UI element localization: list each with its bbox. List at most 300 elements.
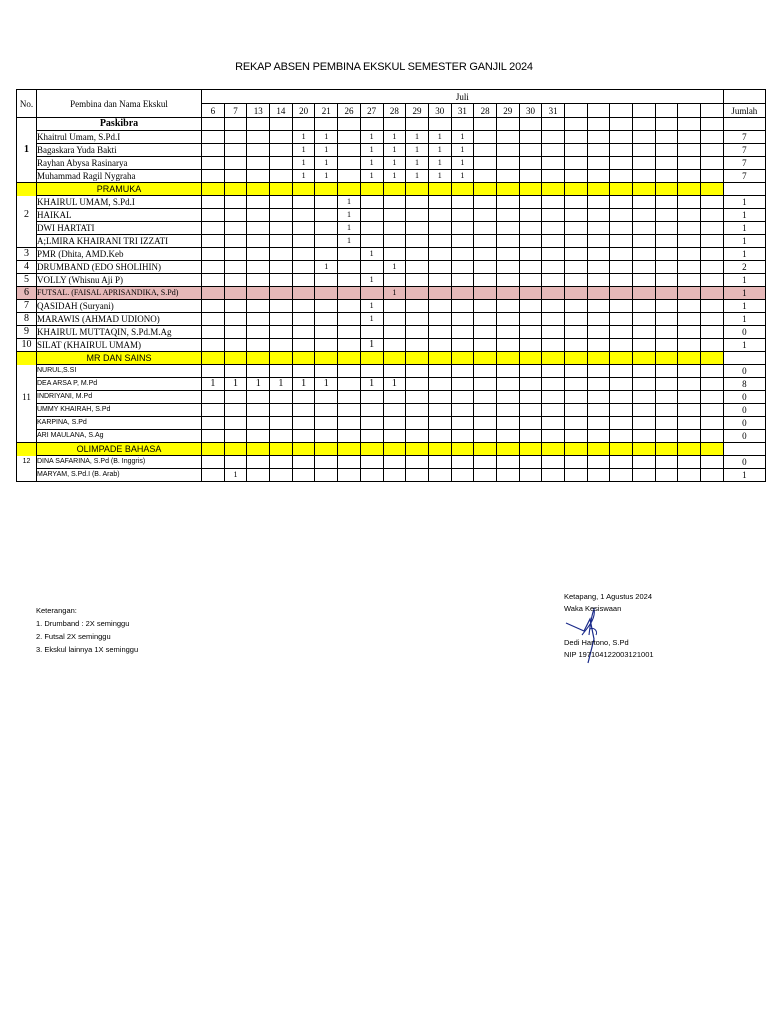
header-day xyxy=(678,104,701,118)
day-cell xyxy=(519,261,542,274)
day-cell xyxy=(678,196,701,209)
header-day: 31 xyxy=(451,104,474,118)
day-cell xyxy=(338,313,361,326)
pembina-row xyxy=(17,326,766,339)
day-cell xyxy=(655,209,678,222)
day-cell xyxy=(360,235,383,248)
signer-nip: NIP 197104122003121001 xyxy=(564,650,654,659)
day-cell xyxy=(587,209,610,222)
pembina-row xyxy=(17,261,766,274)
day-cell xyxy=(474,339,497,352)
day-cell xyxy=(202,456,225,469)
day-cell xyxy=(474,157,497,170)
day-cell xyxy=(360,326,383,339)
row-total: 1 xyxy=(723,339,765,352)
pembina-name: KARPINA, S.Pd xyxy=(37,417,202,430)
row-number: 6 xyxy=(17,287,37,300)
attendance-mark: 1 xyxy=(315,131,338,144)
day-cell xyxy=(565,443,588,456)
day-cell xyxy=(587,170,610,183)
pembina-row xyxy=(17,339,766,352)
day-cell xyxy=(496,300,519,313)
day-cell xyxy=(338,391,361,404)
day-cell xyxy=(496,196,519,209)
day-cell xyxy=(383,248,406,261)
day-cell xyxy=(406,326,429,339)
attendance-mark: 1 xyxy=(315,157,338,170)
pembina-row xyxy=(17,144,766,157)
day-cell xyxy=(496,352,519,365)
day-cell xyxy=(428,391,451,404)
day-cell xyxy=(610,157,633,170)
day-cell xyxy=(655,352,678,365)
attendance-mark: 1 xyxy=(383,287,406,300)
day-cell xyxy=(542,235,565,248)
day-cell xyxy=(451,469,474,482)
day-cell xyxy=(338,274,361,287)
day-cell xyxy=(542,391,565,404)
day-cell xyxy=(610,183,633,196)
day-cell xyxy=(519,456,542,469)
day-cell xyxy=(542,131,565,144)
day-cell xyxy=(519,274,542,287)
day-cell xyxy=(338,404,361,417)
section-no-cell xyxy=(17,443,37,456)
day-cell xyxy=(315,274,338,287)
day-cell xyxy=(338,170,361,183)
day-cell xyxy=(633,196,656,209)
day-cell xyxy=(451,209,474,222)
row-total: 1 xyxy=(723,235,765,248)
day-cell xyxy=(451,274,474,287)
day-cell xyxy=(701,378,724,391)
total-cell xyxy=(723,352,765,365)
day-cell xyxy=(633,274,656,287)
day-cell xyxy=(655,222,678,235)
note-item: 2. Futsal 2X seminggu xyxy=(36,632,111,641)
signature-block xyxy=(564,591,654,661)
day-cell xyxy=(587,222,610,235)
day-cell xyxy=(270,391,293,404)
header-month: Juli xyxy=(202,90,724,104)
day-cell xyxy=(565,456,588,469)
day-cell xyxy=(247,313,270,326)
day-cell xyxy=(519,118,542,131)
day-cell xyxy=(292,183,315,196)
day-cell xyxy=(315,196,338,209)
day-cell xyxy=(406,456,429,469)
day-cell xyxy=(542,313,565,326)
attendance-mark: 1 xyxy=(315,170,338,183)
attendance-mark: 1 xyxy=(428,131,451,144)
day-cell xyxy=(474,300,497,313)
pembina-name: Muhammad Ragil Nygraha xyxy=(37,170,202,183)
pembina-name: QASIDAH (Suryani) xyxy=(37,300,202,313)
total-cell xyxy=(723,118,765,131)
attendance-mark: 1 xyxy=(360,248,383,261)
day-cell xyxy=(542,352,565,365)
header-day: 30 xyxy=(519,104,542,118)
row-total: 7 xyxy=(723,157,765,170)
day-cell xyxy=(270,274,293,287)
attendance-table xyxy=(16,89,766,482)
day-cell xyxy=(270,430,293,443)
day-cell xyxy=(701,131,724,144)
day-cell xyxy=(315,118,338,131)
day-cell xyxy=(270,157,293,170)
day-cell xyxy=(451,261,474,274)
day-cell xyxy=(519,339,542,352)
day-cell xyxy=(519,170,542,183)
day-cell xyxy=(633,365,656,378)
day-cell xyxy=(519,300,542,313)
day-cell xyxy=(406,235,429,248)
day-cell xyxy=(565,287,588,300)
day-cell xyxy=(406,183,429,196)
day-cell xyxy=(678,313,701,326)
day-cell xyxy=(360,287,383,300)
day-cell xyxy=(701,456,724,469)
day-cell xyxy=(496,430,519,443)
row-total: 1 xyxy=(723,300,765,313)
day-cell xyxy=(360,222,383,235)
day-cell xyxy=(587,196,610,209)
day-cell xyxy=(610,274,633,287)
day-cell xyxy=(247,196,270,209)
pembina-name: DWI HARTATI xyxy=(37,222,202,235)
day-cell xyxy=(451,378,474,391)
day-cell xyxy=(451,196,474,209)
header-day: 21 xyxy=(315,104,338,118)
day-cell xyxy=(224,170,247,183)
day-cell xyxy=(496,404,519,417)
day-cell xyxy=(428,222,451,235)
day-cell xyxy=(383,274,406,287)
day-cell xyxy=(565,144,588,157)
day-cell xyxy=(542,157,565,170)
row-number xyxy=(17,157,37,170)
pembina-name: KHAIRUL MUTTAQIN, S.Pd.M.Ag xyxy=(37,326,202,339)
section-label: PRAMUKA xyxy=(37,183,202,196)
day-cell xyxy=(610,352,633,365)
day-cell xyxy=(428,365,451,378)
day-cell xyxy=(292,365,315,378)
day-cell xyxy=(542,365,565,378)
day-cell xyxy=(338,157,361,170)
row-total: 1 xyxy=(723,196,765,209)
attendance-mark: 1 xyxy=(383,378,406,391)
section-label: Paskibra xyxy=(37,118,202,131)
day-cell xyxy=(338,339,361,352)
day-cell xyxy=(519,378,542,391)
pembina-name: NURUL,S.SI xyxy=(37,365,202,378)
day-cell xyxy=(360,352,383,365)
pembina-name: PMR (Dhita, AMD.Keb xyxy=(37,248,202,261)
day-cell xyxy=(587,313,610,326)
attendance-mark: 1 xyxy=(292,157,315,170)
day-cell xyxy=(270,313,293,326)
day-cell xyxy=(587,417,610,430)
day-cell xyxy=(451,300,474,313)
day-cell xyxy=(270,222,293,235)
day-cell xyxy=(292,443,315,456)
day-cell xyxy=(587,118,610,131)
day-cell xyxy=(383,300,406,313)
pembina-row xyxy=(17,313,766,326)
day-cell xyxy=(474,417,497,430)
day-cell xyxy=(383,469,406,482)
day-cell xyxy=(360,365,383,378)
day-cell xyxy=(655,287,678,300)
day-cell xyxy=(678,170,701,183)
attendance-mark: 1 xyxy=(360,313,383,326)
day-cell xyxy=(701,352,724,365)
day-cell xyxy=(428,274,451,287)
pembina-row xyxy=(17,131,766,144)
day-cell xyxy=(542,222,565,235)
day-cell xyxy=(655,274,678,287)
day-cell xyxy=(678,430,701,443)
row-number: 2 xyxy=(17,209,37,222)
day-cell xyxy=(678,378,701,391)
row-number xyxy=(17,404,37,417)
day-cell xyxy=(519,313,542,326)
attendance-mark: 1 xyxy=(383,261,406,274)
day-cell xyxy=(542,248,565,261)
day-cell xyxy=(383,313,406,326)
header-day: 30 xyxy=(428,104,451,118)
day-cell xyxy=(338,326,361,339)
day-cell xyxy=(542,261,565,274)
day-cell xyxy=(338,131,361,144)
day-cell xyxy=(655,157,678,170)
day-cell xyxy=(202,365,225,378)
day-cell xyxy=(610,300,633,313)
day-cell xyxy=(202,144,225,157)
day-cell xyxy=(406,248,429,261)
pembina-name: A;LMIRA KHAIRANI TRI IZZATI xyxy=(37,235,202,248)
day-cell xyxy=(202,391,225,404)
day-cell xyxy=(383,365,406,378)
day-cell xyxy=(610,248,633,261)
day-cell xyxy=(270,365,293,378)
attendance-mark: 1 xyxy=(360,378,383,391)
attendance-mark: 1 xyxy=(360,157,383,170)
day-cell xyxy=(224,339,247,352)
day-cell xyxy=(496,378,519,391)
day-cell xyxy=(565,118,588,131)
day-cell xyxy=(202,118,225,131)
header-day: 13 xyxy=(247,104,270,118)
attendance-mark: 1 xyxy=(270,378,293,391)
day-cell xyxy=(565,131,588,144)
day-cell xyxy=(360,261,383,274)
day-cell xyxy=(224,183,247,196)
day-cell xyxy=(406,313,429,326)
day-cell xyxy=(565,261,588,274)
day-cell xyxy=(678,326,701,339)
day-cell xyxy=(655,404,678,417)
header-day xyxy=(587,104,610,118)
day-cell xyxy=(610,417,633,430)
header-no: No. xyxy=(17,90,37,118)
day-cell xyxy=(701,144,724,157)
day-cell xyxy=(315,287,338,300)
day-cell xyxy=(542,274,565,287)
day-cell xyxy=(678,235,701,248)
day-cell xyxy=(202,352,225,365)
day-cell xyxy=(701,313,724,326)
day-cell xyxy=(224,404,247,417)
day-cell xyxy=(587,456,610,469)
day-cell xyxy=(247,456,270,469)
day-cell xyxy=(315,404,338,417)
day-cell xyxy=(451,248,474,261)
row-total: 1 xyxy=(723,274,765,287)
pembina-row xyxy=(17,430,766,443)
day-cell xyxy=(678,222,701,235)
header-day: 29 xyxy=(496,104,519,118)
day-cell xyxy=(338,352,361,365)
pembina-name: INDRIYANI, M.Pd xyxy=(37,391,202,404)
day-cell xyxy=(474,404,497,417)
day-cell xyxy=(474,365,497,378)
day-cell xyxy=(247,261,270,274)
day-cell xyxy=(610,469,633,482)
attendance-mark: 1 xyxy=(224,469,247,482)
header-day xyxy=(655,104,678,118)
day-cell xyxy=(496,287,519,300)
day-cell xyxy=(542,339,565,352)
day-cell xyxy=(451,313,474,326)
day-cell xyxy=(270,118,293,131)
day-cell xyxy=(542,287,565,300)
day-cell xyxy=(655,248,678,261)
day-cell xyxy=(224,300,247,313)
day-cell xyxy=(542,300,565,313)
day-cell xyxy=(542,469,565,482)
day-cell xyxy=(247,469,270,482)
row-number: 9 xyxy=(17,326,37,339)
day-cell xyxy=(406,352,429,365)
row-number xyxy=(17,430,37,443)
day-cell xyxy=(542,443,565,456)
day-cell xyxy=(496,209,519,222)
day-cell xyxy=(519,157,542,170)
attendance-mark: 1 xyxy=(315,378,338,391)
day-cell xyxy=(655,131,678,144)
day-cell xyxy=(247,144,270,157)
day-cell xyxy=(360,209,383,222)
day-cell xyxy=(292,391,315,404)
day-cell xyxy=(383,183,406,196)
day-cell xyxy=(519,326,542,339)
day-cell xyxy=(633,352,656,365)
day-cell xyxy=(474,352,497,365)
row-total: 1 xyxy=(723,287,765,300)
day-cell xyxy=(338,417,361,430)
day-cell xyxy=(633,144,656,157)
day-cell xyxy=(202,209,225,222)
row-number xyxy=(17,417,37,430)
day-cell xyxy=(678,144,701,157)
day-cell xyxy=(383,404,406,417)
day-cell xyxy=(474,456,497,469)
day-cell xyxy=(655,443,678,456)
day-cell xyxy=(202,261,225,274)
day-cell xyxy=(474,287,497,300)
day-cell xyxy=(610,170,633,183)
day-cell xyxy=(633,209,656,222)
day-cell xyxy=(428,417,451,430)
day-cell xyxy=(270,339,293,352)
day-cell xyxy=(587,248,610,261)
day-cell xyxy=(202,287,225,300)
attendance-mark: 1 xyxy=(224,378,247,391)
day-cell xyxy=(610,313,633,326)
day-cell xyxy=(519,365,542,378)
day-cell xyxy=(655,183,678,196)
day-cell xyxy=(678,209,701,222)
day-cell xyxy=(496,131,519,144)
day-cell xyxy=(451,118,474,131)
day-cell xyxy=(383,417,406,430)
day-cell xyxy=(247,209,270,222)
day-cell xyxy=(383,456,406,469)
day-cell xyxy=(224,443,247,456)
day-cell xyxy=(270,261,293,274)
day-cell xyxy=(610,326,633,339)
row-number xyxy=(17,131,37,144)
day-cell xyxy=(610,131,633,144)
day-cell xyxy=(587,352,610,365)
pembina-row xyxy=(17,248,766,261)
day-cell xyxy=(565,183,588,196)
day-cell xyxy=(542,170,565,183)
day-cell xyxy=(519,209,542,222)
day-cell xyxy=(565,235,588,248)
day-cell xyxy=(247,118,270,131)
row-number: 5 xyxy=(17,274,37,287)
day-cell xyxy=(633,404,656,417)
row-total: 0 xyxy=(723,430,765,443)
day-cell xyxy=(565,313,588,326)
day-cell xyxy=(496,456,519,469)
day-cell xyxy=(587,144,610,157)
day-cell xyxy=(678,183,701,196)
day-cell xyxy=(428,404,451,417)
day-cell xyxy=(247,430,270,443)
notes-heading: Keterangan: xyxy=(36,606,77,615)
header-day: 28 xyxy=(474,104,497,118)
pembina-row xyxy=(17,209,766,222)
day-cell xyxy=(428,196,451,209)
day-cell xyxy=(224,313,247,326)
day-cell xyxy=(247,157,270,170)
signer-name: Dedi Hartono, S.Pd xyxy=(564,638,629,647)
attendance-mark: 1 xyxy=(406,157,429,170)
day-cell xyxy=(655,235,678,248)
day-cell xyxy=(338,287,361,300)
day-cell xyxy=(428,183,451,196)
row-number: 10 xyxy=(17,339,37,352)
attendance-mark: 1 xyxy=(360,300,383,313)
day-cell xyxy=(633,326,656,339)
day-cell xyxy=(542,326,565,339)
day-cell xyxy=(565,170,588,183)
day-cell xyxy=(383,430,406,443)
day-cell xyxy=(701,300,724,313)
